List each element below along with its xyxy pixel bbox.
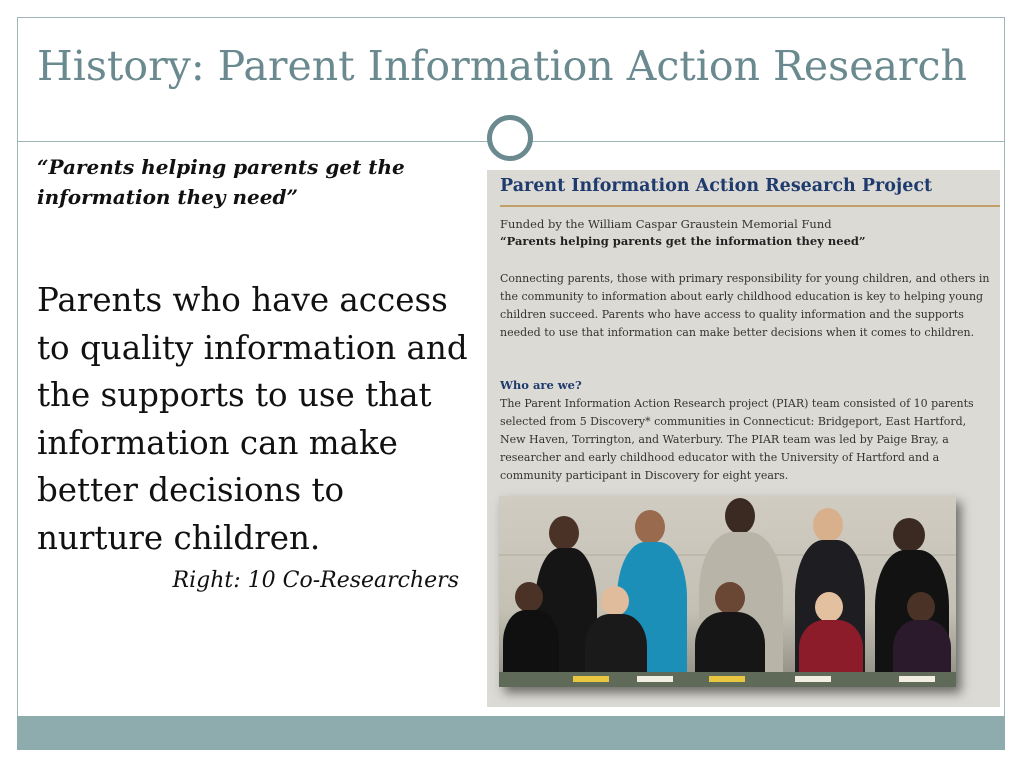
photo-nameplate bbox=[637, 676, 673, 682]
tagline-quote bbox=[37, 152, 482, 212]
tagline-quote-line2: information they need” bbox=[37, 185, 298, 209]
card-subquote: “Parents helping parents get the information they need” bbox=[500, 234, 866, 248]
body-statement: Parents who have access to quality information and the supports to use that information can make better decisions to nurture children. bbox=[37, 281, 468, 557]
card-funded-line: Funded by the William Caspar Graustein Memorial Fund bbox=[500, 217, 832, 231]
group-photo bbox=[499, 496, 956, 687]
card-who-heading: Who are we? bbox=[500, 378, 582, 392]
photo-nameplate bbox=[573, 676, 609, 682]
card-title-rule bbox=[500, 205, 1000, 207]
card-intro-paragraph: Connecting parents, those with primary responsibility for young children, and others in the community to information about early childhood education is key to helping young children succeed. Parents who have access to quality information and the supports needed to use that information can make better decisions when it comes to children. bbox=[500, 272, 990, 339]
photo-caption: Right: 10 Co-Researchers bbox=[172, 568, 459, 593]
divider-circle-ornament bbox=[487, 115, 533, 161]
card-title: Parent Information Action Research Project bbox=[500, 176, 933, 196]
photo-nameplate bbox=[709, 676, 745, 682]
tagline-quote-line1: “Parents helping parents get the bbox=[37, 155, 405, 179]
card-team-paragraph: The Parent Information Action Research project (PIAR) team consisted of 10 parents selected from 5 Discovery* communities in Connecticut: Bridgeport, East Hartford, New Haven, Torrington, and Waterbury. The PIAR team was led by Paige Bray, a researcher and early childhood educator with the University of Hartford and a community participant in Discovery for eight years. bbox=[500, 397, 974, 482]
slide-title: History: Parent Information Action Research bbox=[37, 42, 967, 90]
photo-nameplate bbox=[899, 676, 935, 682]
photo-nameplate bbox=[795, 676, 831, 682]
footer-band bbox=[17, 716, 1005, 750]
project-card-image bbox=[487, 170, 1000, 707]
